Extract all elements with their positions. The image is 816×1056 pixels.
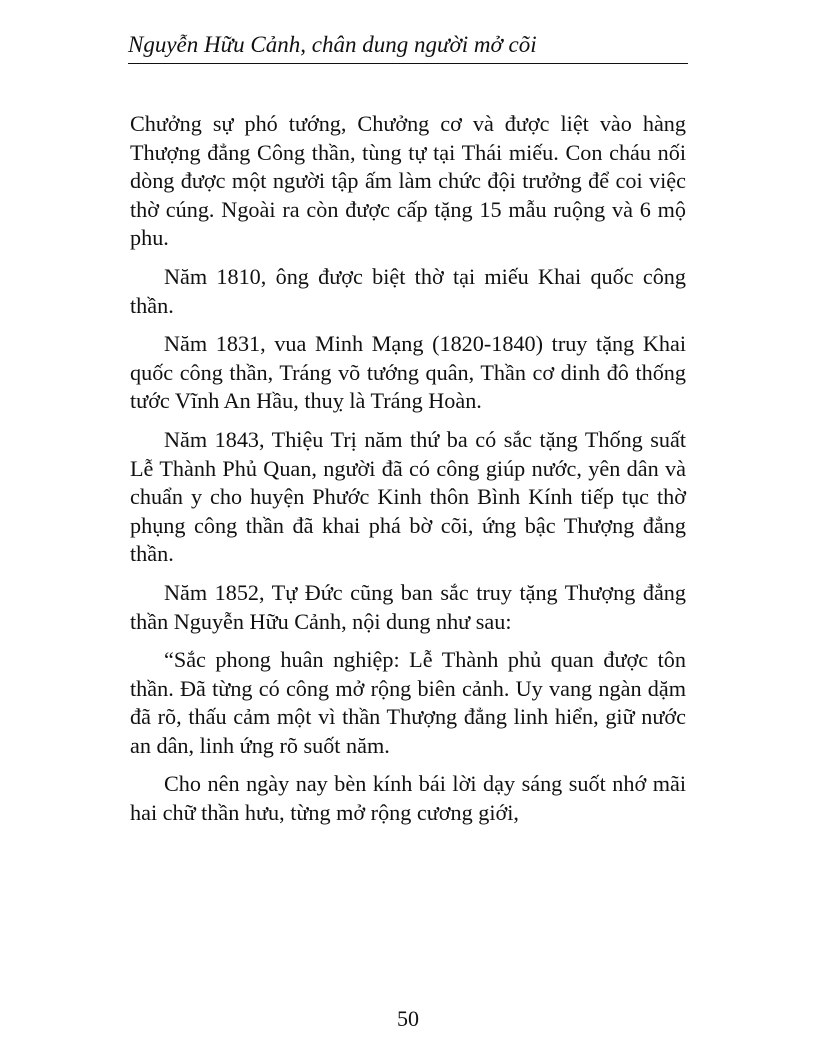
paragraph-decree-quote: “Sắc phong huân nghiệp: Lễ Thành phủ quan được tôn thần. Đã từng có công mở rộng biên cảnh. Uy vang ngàn dặm đã rõ, thấu cảm một vì thần Thượng đẳng linh hiển, giữ nước an dân, linh ứng rõ suốt năm.	[130, 647, 686, 758]
paragraph-1852: Năm 1852, Tự Đức cũng ban sắc truy tặng Thượng đẳng thần Nguyễn Hữu Cảnh, nội dung như sau:	[130, 579, 686, 634]
paragraph-closing: Cho nên ngày nay bèn kính bái lời dạy sáng suốt nhớ mãi hai chữ thần hưu, từng mở rộng cương giới,	[130, 771, 686, 826]
paragraph-1810: Năm 1810, ông được biệt thờ tại miếu Khai quốc công thần.	[130, 263, 686, 318]
body-text	[130, 110, 686, 838]
paragraph-1843: Năm 1843, Thiệu Trị năm thứ ba có sắc tặng Thống suất Lễ Thành Phủ Quan, người đã có công giúp nước, yên dân và chuẩn y cho huyện Phước Kinh thôn Bình Kính tiếp tục thờ phụng công thần đã khai phá bờ cõi, ứng bậc Thượng đẳng thần.	[130, 426, 686, 567]
page-number: 50	[397, 1006, 419, 1031]
paragraph-1831: Năm 1831, vua Minh Mạng (1820-1840) truy tặng Khai quốc công thần, Tráng võ tướng quân, Thần cơ dinh đô thống tước Vĩnh An Hầu, thuỵ là Tráng Hoàn.	[130, 331, 686, 414]
header-rule	[128, 63, 688, 64]
paragraph-continuation: Chưởng sự phó tướng, Chưởng cơ và được liệt vào hàng Thượng đẳng Công thần, tùng tự tại Thái miếu. Con cháu nối dòng được một người tập ấm làm chức đội trưởng để coi việc thờ cúng. Ngoài ra còn được cấp tặng 15 mẫu ruộng và 6 mộ phu.	[130, 111, 686, 251]
running-header: Nguyễn Hữu Cảnh, chân dung người mở cõi	[128, 32, 537, 57]
